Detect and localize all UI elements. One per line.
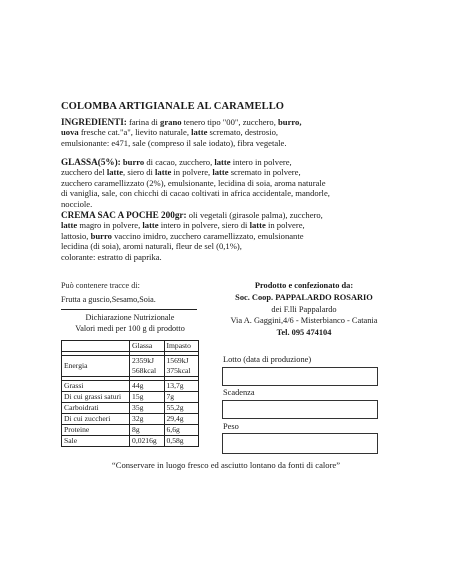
producer-address: Via A. Gaggini,4/6 - Misterbianco - Catania: [230, 316, 378, 326]
weight-label: Peso: [223, 422, 239, 431]
table-row: [62, 381, 199, 392]
cream-text: magro in polvere,: [77, 220, 143, 231]
nutrient-label: Grassi: [62, 381, 130, 392]
table-row: [62, 414, 199, 425]
ingredients-text: emulsionante: e471, sale (compreso il sale iodato), fibra vegetale.: [61, 137, 287, 148]
cream-text: in polvere,: [265, 220, 305, 231]
producer-name: Soc. Coop. PAPPALARDO ROSARIO: [235, 292, 373, 302]
table-header-blank: [62, 341, 130, 352]
divider: [61, 309, 197, 310]
cream-text: oli vegetali (girasole palma), zucchero,: [186, 210, 323, 220]
cream-label: CREMA SAC A POCHE 200gr:: [61, 210, 187, 220]
allergen-word: burro: [122, 157, 145, 167]
product-title: COLOMBA ARTIGIANALE AL CARAMELLO: [61, 101, 285, 112]
nutrient-glassa: [130, 356, 164, 377]
nutrient-label: Di cui grassi saturi: [62, 392, 130, 403]
nutrient-glassa: 44g: [130, 381, 164, 392]
table-header-impasto: Impasto: [164, 341, 199, 352]
nutrient-label: Di cui zuccheri: [62, 414, 130, 425]
nutrient-impasto: 29,4g: [164, 414, 199, 425]
glaze-text: di cacao, zucchero,: [144, 157, 215, 167]
nutrition-heading: [62, 313, 198, 334]
nutrient-impasto: 55,2g: [164, 403, 199, 414]
table-header-glassa: Glassa: [130, 341, 164, 352]
ingredients-text: tenero tipo "00", zucchero,: [181, 117, 279, 127]
cream-text: intero in polvere, siero di: [158, 220, 250, 231]
glaze-text: nocciole.: [61, 198, 93, 209]
cream-text: lecidina (di soia), aromi naturali, fleur de sel (0,1%),: [61, 241, 242, 252]
cream-text: lattosio,: [61, 230, 91, 241]
nutrient-glassa: 15g: [130, 392, 164, 403]
table-row: [62, 392, 199, 403]
glaze-text: zucchero del: [61, 167, 107, 178]
storage-notice: “Conservare in luogo fresco ed asciutto lontano da fonti di calore”: [111, 460, 341, 470]
lot-label: Lotto (data di produzione): [223, 355, 312, 364]
cream-text: vaccino imidro, zucchero caramellizzato, emulsionante: [111, 230, 304, 241]
nutrient-label: Proteine: [62, 425, 130, 436]
allergen-word: burro: [90, 230, 112, 241]
table-row: [62, 436, 199, 447]
allergen-word: uova: [61, 127, 79, 138]
ingredients-text: farina di: [126, 117, 161, 127]
lot-field[interactable]: [222, 367, 378, 386]
nutrient-glassa: 8g: [130, 425, 164, 436]
table-row: [62, 403, 199, 414]
allergen-word: latte: [212, 167, 229, 178]
producer-block: [209, 280, 399, 339]
expiry-label: Scadenza: [223, 388, 255, 397]
glaze-text: zucchero caramellizzato (2%), emulsionante, lecidina di soia, aroma naturale: [61, 177, 326, 188]
nutrition-subtitle: Valori medi per 100 g di prodotto: [75, 323, 185, 333]
glaze-text: scremato in polvere,: [228, 167, 301, 178]
allergen-word: latte: [191, 127, 208, 138]
traces-notice: Può contenere tracce di:: [61, 281, 140, 290]
energy-kj: 2359kJ: [132, 356, 154, 365]
allergen-word: latte: [142, 220, 159, 231]
nutrient-label: Carboidrati: [62, 403, 130, 414]
table-row: [62, 356, 199, 377]
energy-kcal: 375kcal: [166, 366, 191, 375]
producer-phone: Tel. 095 474104: [276, 328, 332, 338]
nutrient-impasto: [164, 356, 199, 377]
nutrient-impasto: 0,58g: [164, 436, 199, 447]
nutrient-impasto: 6,6g: [164, 425, 199, 436]
producer-subname: dei F.lli Pappalardo: [271, 304, 337, 314]
nutrition-title: Dichiarazione Nutrizionale: [85, 313, 175, 322]
allergen-word: latte: [249, 220, 266, 231]
glaze-text: di vaniglia, sale, con chicchi di cacao coltivati in africa accidentale, mandorle,: [61, 188, 330, 199]
allergen-word: latte: [61, 220, 78, 231]
expiry-field[interactable]: [222, 400, 378, 419]
cream-paragraph: [61, 210, 397, 262]
glaze-text: in polvere,: [171, 167, 213, 178]
nutrient-impasto: 13,7g: [164, 381, 199, 392]
ingredients-text: fresche cat."a", lievito naturale,: [78, 127, 192, 138]
cream-text: colorante: estratto di paprika.: [61, 251, 162, 262]
nutrient-glassa: 0,0216g: [130, 436, 164, 447]
energy-kj: 1569kJ: [166, 356, 189, 365]
allergen-word: latte: [214, 157, 231, 167]
allergen-word: burro,: [278, 117, 302, 127]
glaze-paragraph: [61, 157, 397, 209]
producer-heading: Prodotto e confezionato da:: [254, 281, 354, 290]
ingredients-paragraph: [61, 117, 397, 148]
nutrient-impasto: 7g: [164, 392, 199, 403]
glaze-text: intero in polvere,: [230, 157, 292, 167]
ingredients-label: INGREDIENTI:: [61, 117, 127, 127]
allergen-word: latte: [155, 167, 172, 178]
energy-kcal: 568kcal: [132, 366, 157, 375]
nutrient-label: Sale: [62, 436, 130, 447]
allergen-word: latte: [106, 167, 124, 178]
nutrient-label: Energia: [62, 356, 130, 377]
glaze-label: GLASSA(5%):: [61, 157, 121, 167]
table-row: [62, 425, 199, 436]
glaze-text: , siero di: [123, 167, 156, 178]
allergen-word: grano: [160, 117, 182, 127]
nutrition-table: [61, 340, 199, 447]
table-header-row: [62, 341, 199, 352]
weight-field[interactable]: [222, 433, 378, 454]
nutrient-glassa: 35g: [130, 403, 164, 414]
ingredients-text: scremato, destrosio,: [207, 127, 279, 138]
nutrient-glassa: 32g: [130, 414, 164, 425]
allergens-list: Frutta a guscio,Sesamo,Soia.: [61, 295, 156, 304]
